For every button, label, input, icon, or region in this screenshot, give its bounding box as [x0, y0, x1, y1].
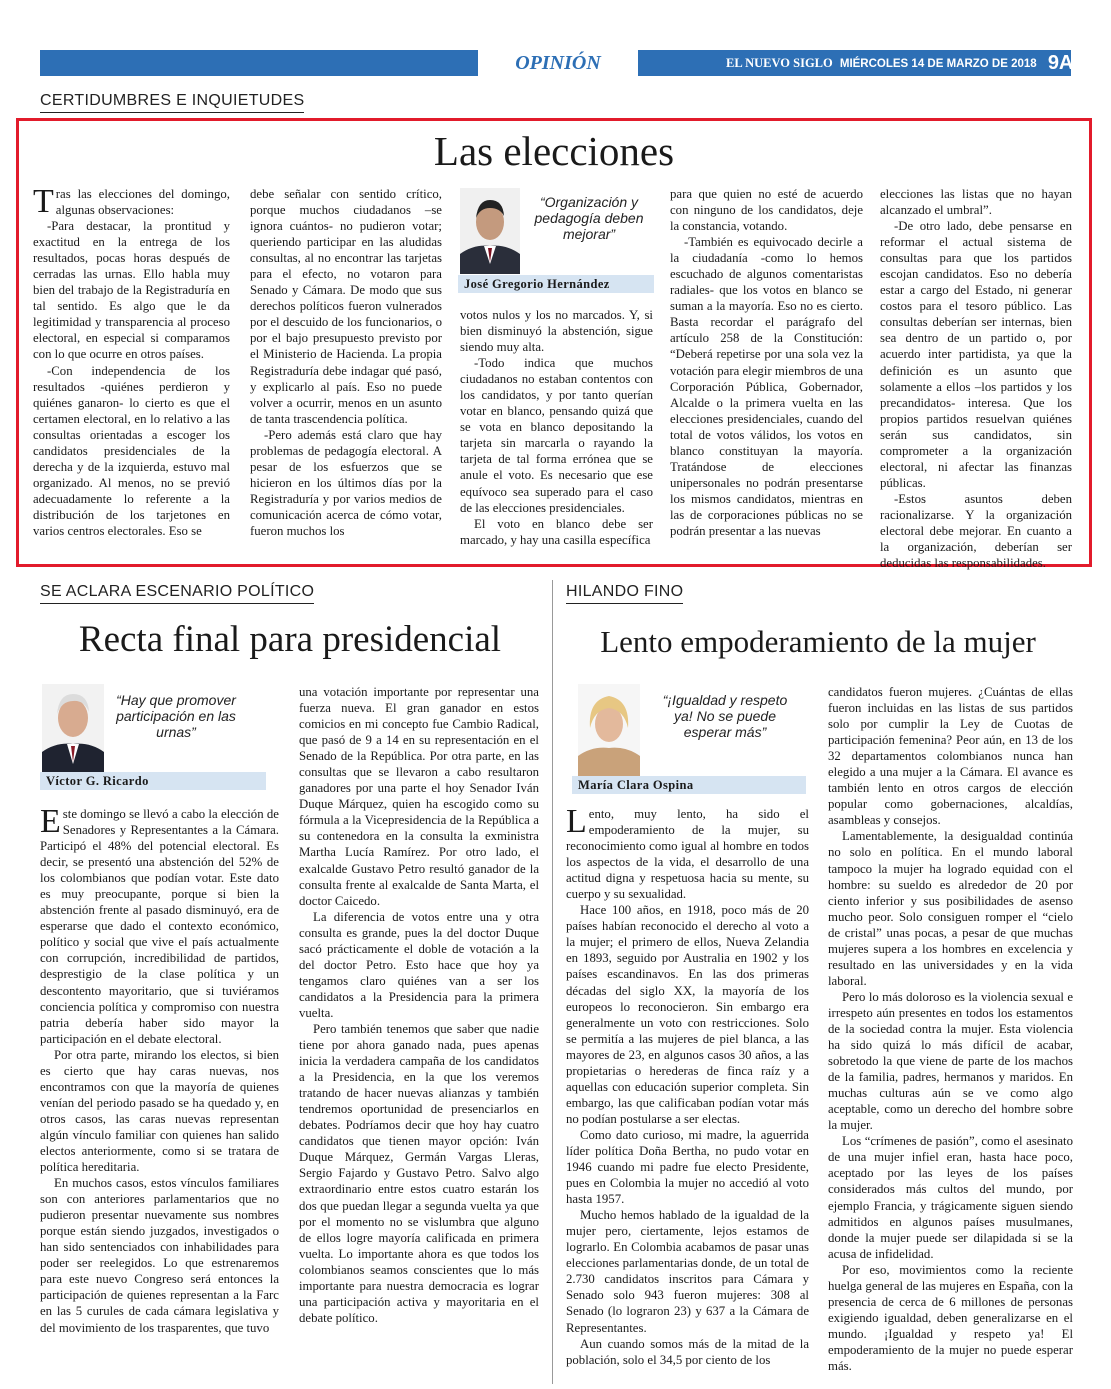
article2-col2-p1: La diferencia de votos entre una y otra consulta es grande, pues la del doctor Duque sacó prácticamente el doble de votación a la del doctor Petro. Esto hace que hoy ya tengamos claro quiénes van a ser los candidatos a la Presidencia para la primera vuelta. [299, 909, 539, 1020]
author-portrait-icon [42, 684, 104, 772]
article1-kicker: CERTIDUMBRES E INQUIETUDES [40, 92, 304, 113]
article1-col1-p2: -Con independencia de los resultados -quiénes perdieron y quiénes ganaron- lo cierto es que el certamen electoral, en lo relativo a las consultas orientadas a escoger los candidatos presidenciales de la derecha y de la izquierda, estuvo mal organizado. Al menos, no se previó adecuadamente lo referente a la distribución de los tarjetones en varios centros electorales. Eso se [33, 363, 230, 538]
article3-col2-p1: Lamentablemente, la desigualdad continúa no solo en política. En el mundo laboral tampoco la mujer ha logrado equidad con el hombre: su sueldo es alrededor de 20 por ciento inferior y sus posibilidades de asenso mucho peor. Solo consiguen romper el “cielo de cristal” unas pocas, a pesar de que muchas mujeres supera a los hombres en excelencia y resultado en las universidades y en la vida laboral. [828, 829, 1073, 988]
article1-col1 [33, 183, 230, 558]
author-photo [578, 684, 640, 776]
author-portrait-icon [460, 188, 520, 274]
article1-byline: José Gregorio Hernández [458, 275, 654, 293]
masthead [726, 52, 1073, 75]
article2-col1-p0: Este domingo se llevó a cabo la elección de Senadores y Representantes a la Cámara. Participó el 48% del potencial electoral. Es decir, se presentó una abstención del 52% de los colombianos que podían votar. Este dato es muy preocupante, porque si bien la abstención frente al pasado disminuyó, era de esperarse que dado el contexto económico, político y social que vive el país actualmente con corrupción, incredibilidad de partidos, desprestigio de la clase política y un descontento mayoritario, que si tuviéramos conciencia política y compromiso con nuestra patria debería haber sido mayor la participación en el debate electoral. [40, 803, 279, 1046]
article3-title: Lento empoderamiento de la mujer [600, 624, 1036, 659]
article1-col5-p2: -Estos asuntos deben racionalizarse. Y la organización electoral debe mejorar. En cuanto a la organización, deberían ser deducidas las responsabilidades. [880, 491, 1072, 571]
article1-col4-p0: para que quien no esté de acuerdo con ninguno de los candidatos, deje la constancia, votando. [670, 187, 863, 234]
article3-quote: “¡Igualdad y respeto ya! No se puede esperar más” [662, 692, 788, 740]
issue-date: MIÉRCOLES 14 DE MARZO DE 2018 [839, 58, 1037, 70]
article1-col5-p1: -De otro lado, debe pensarse en reformar el actual sistema de consultas para que los partidos escojan candidatos. Eso no debería estar a cargo del Estado, ni generar costos para el tesoro público. Las consultas deberían ser internas, bien sea dentro de un partido o, por acuerdo inter partidista, ya que la definición es un asunto que solamente a ellos –los partidos y los precandidatos- interesa. Que los propios partidos resuelvan quiénes serán sus candidatos, sin comprometer a la organización electoral, ni afectar las finanzas públicas. [880, 219, 1072, 490]
article2-col1-p2: En muchos casos, estos vínculos familiares son con anteriores parlamentarios que no pudieron presentar nuevamente sus nombres porque están siendo juzgados, investigados o han sido sentenciados con inhabilidades para poder ser reelegidos. Lo que estrenaremos para este nuevo Congreso será entonces la participación de quienes representan a la Farc en las 5 curules de cada cámara legislativa y del movimiento de los trasparentes, que tuvo [40, 1176, 279, 1335]
author-photo [42, 684, 104, 772]
drop-cap: E [40, 803, 61, 840]
article3-col2-p4: Por eso, movimientos como la reciente huelga general de las mujeres en España, con la presencia de cerca de 6 millones de personas exigiendo igualdad, deben generalizarse en el mundo. ¡Igualdad y respeto ya! El empoderamiento de la mujer no puede esperar más. [828, 1262, 1073, 1373]
article2-title: Recta final para presidencial [78, 619, 502, 660]
article2-col2-p2: Pero también tenemos que saber que nadie tiene por ahora ganado nada, pues apenas inicia la verdadera campaña de los candidatos a la Presidencia, en la que los veremos tratando de hacer nuevas alianzas y también tendremos oportunidad de presenciarlos en debates. Podríamos decir que hoy hay cuatro candidatos que tienen mayor opción: Iván Duque Márquez, Germán Vargas Lleras, Sergio Fajardo y Gustavo Petro. Salvo algo extraordinario entre estos cuatro estarán los dos que puedan llegar a segunda vuelta ya que por el momento no se vislumbra que alguno de ellos logre mayoría calificada en primera vuelta. Lo importante ahora es que todos los colombianos seamos conscientes que lo más importante para nuestra democracia es lograr una participación activa y mayoritaria en el debate político. [299, 1021, 539, 1325]
article3-col1-p2: Como dato curioso, mi madre, la aguerrida líder política Doña Bertha, no pudo votar en 1946 cuando mi padre fue electo Presidente, pues en Colombia la mujer no accedió al voto hasta 1957. [566, 1127, 809, 1207]
article1-col2-p1: -Pero además está claro que hay problemas de pedagogía electoral. A pesar de los esfuerzos que se hicieron en los últimos días por la Registraduría y por varios medios de comunicación acerca de cómo votar, fueron muchos los [250, 427, 442, 538]
article1-col3 [460, 307, 653, 558]
article1-col4 [670, 186, 863, 558]
article3-col2-p0: candidatos fueron mujeres. ¿Cuántas de ellas fueron incluidas en las listas de sus partidos solo por cumplir la Ley de Cuotas de participación femenina? Peor aún, en 13 de los 32 departamentos colombianos nunca han elegido a una mujer a la Cámara. El avance es también lento en otros cargos de elección popular como gobernaciones, alcaldías, asambleas y consejos. [828, 685, 1073, 828]
section-name: OPINIÓN [478, 50, 638, 76]
article3-col1-p4: Aun cuando somos más de la mitad de la población, solo el 34,5 por ciento de los [566, 1336, 809, 1367]
article1-col4-p1: -También es equivocado decirle a la ciudadanía -como lo hemos escuchado de algunos comentaristas radiales- que los votos en blanco se suman a la mayoría. Eso no es cierto. Basta recordar el parágrafo del artículo 258 de la Constitución: “Deberá repetirse por una sola vez la votación para elegir miembros de una Corporación Pública, Gobernador, Alcalde o la primera vuelta en las elecciones presidenciales, cuando del total de votos válidos, los votos en blanco constituyan la mayoría. Tratándose de elecciones unipersonales no podrán presentarse los mismos candidatos, mientras en las de corporaciones públicas no se podrán presentar a las nuevas [670, 235, 863, 538]
article1-col2 [250, 186, 442, 558]
article3-col2-p3: Los “crímenes de pasión”, como el asesinato de una mujer infiel eran, hasta hace poco, aceptado por las leyes de los países considerados más cultos del mundo, por ejemplo Francia, y trágicamente siguen siendo admitidos en algunos países musulmanes, donde la mujer puede ser dilapidada si se la acusa de infidelidad. [828, 1134, 1073, 1261]
column-divider [552, 580, 553, 1384]
article1-col1-p1: -Para destacar, la prontitud y exactitud en la entrega de los resultados, pocas horas después de cerradas las urnas. Ello habla muy bien del trabajo de la Registraduría en tal sentido. Es algo que le da legitimidad y transparencia al proceso electoral, en especial si comparamos con lo que ocurre en otros países. [33, 219, 230, 362]
article1-col5-p0: elecciones las listas que no hayan alcanzado el umbral”. [880, 187, 1072, 218]
article1-col3-p1: -Todo indica que muchos ciudadanos no estaban contentos con los candidatos, y por tanto querían votar en blanco, pensando quizá que se vota en blanco depositando la tarjeta sin marcarla o rayando la tarjeta de tal forma errónea que se anule el voto. Es necesario que ese equívoco sea superado para el caso de las elecciones presidenciales. [460, 356, 653, 515]
article3-col1-p0: Lento, muy lento, ha sido el empoderamiento de la mujer, su reconocimiento como igual al hombre en todos los aspectos de la vida, el desarrollo de una actitud digna y respetuosa hacia su mente, su cuerpo y su sexualidad. [566, 803, 809, 902]
article3-col1-p1: Hace 100 años, en 1918, poco más de 20 países habían reconocido el derecho al voto a la mujer; el primero de ellos, Nueva Zelandia en 1893, seguido por Australia en 1902 y los países escandinavos. En las dos primeras décadas del siglo XX, la mayoría de los europeos lo reconocieron. Sin embargo era generalmente un voto con restricciones. Solo se permitía a las mujeres de piel blanca, a las mayores de 23, en algunos casos 30 años, a las propietarias o herederas de finca raíz y a aquellas con educación superior completa. Sin embargo, las que calificaban podían votar más no podían postularse a ser electas. [566, 903, 809, 1126]
article2-col2 [299, 684, 539, 1384]
article1-col2-p0: debe señalar con sentido crítico, porque muchos ciudadanos –se ignora cuántos- no pudieron votar; queriendo participar en las aludidas consultas, al no encontrar las tarjetas para el efecto, no votaron para Senado y Cámara. De modo que sus derechos políticos fueron vulnerados por el descuido de los funcionarios, o por el bajo presupuesto previsto por el Ministerio de Hacienda. La propia Registraduría debe indagar qué pasó, y explicarlo al país. Eso no puede volver a ocurrir, menos en un asunto de tanta trascendencia política. [250, 187, 442, 426]
article3-col2-p2: Pero lo más doloroso es la violencia sexual e irrespeto aún presentes en todos los estamentos de la sociedad contra la mujer. Esta violencia ha sido quizá lo más difícil de acabar, sobretodo la que viene de parte de los machos de la familia, padres, hermanos y maridos. En muchas culturas aún se ve como algo aceptable, como un derecho del hombre sobre la mujer. [828, 989, 1073, 1133]
article2-col1-p1: Por otra parte, mirando los electos, si bien es cierto que hay caras nuevas, nos encontramos con que la mayoría de quienes venían del periodo pasado se ha quedado y, en otros casos, las caras nuevas representan algún vínculo familiar con quienes han salido electos anteriormente, como si se tratara de política hereditaria. [40, 1047, 279, 1175]
article1-title: Las elecciones [433, 128, 675, 174]
article2-kicker: SE ACLARA ESCENARIO POLÍTICO [40, 583, 314, 604]
page-number: 9A [1047, 52, 1074, 74]
article2-byline: Víctor G. Ricardo [40, 772, 266, 790]
article2-quote: “Hay que promover participación en las urnas” [116, 692, 236, 740]
article3-kicker: HILANDO FINO [566, 583, 683, 604]
author-portrait-icon [578, 684, 640, 776]
article1-col5 [880, 186, 1072, 571]
article1-col1-p0: Tras las elecciones del domingo, algunas observaciones: [33, 183, 230, 220]
article1-col3-p2: El voto en blanco debe ser marcado, y hay una casilla específica [460, 516, 653, 547]
drop-cap: T [33, 183, 54, 220]
article3-byline: María Clara Ospina [572, 776, 806, 794]
newspaper-name: EL NUEVO SIGLO [726, 56, 833, 70]
article3-col2 [828, 684, 1073, 1384]
article1-col3-p0: votos nulos y los no marcados. Y, si bien disminuyó la abstención, sigue siendo muy alta. [460, 308, 653, 355]
article1-quote: “Organización y pedagogía deben mejorar” [534, 194, 644, 242]
article3-col1-p3: Mucho hemos hablado de la igualdad de la mujer pero, ciertamente, lejos estamos de lograrlo. En Colombia acabamos de pasar unas elecciones parlamentarias donde, de un total de 2.730 candidatos inscritos para Cámara y Senado solo 943 fueron mujeres: 308 al Senado (lo lograron 23) y 637 a la Cámara de Representantes. [566, 1208, 809, 1335]
drop-cap: L [566, 803, 587, 840]
article2-col1 [40, 803, 279, 1384]
article3-col1 [566, 803, 809, 1384]
article2-col2-p0: una votación importante por representar una fuerza nueva. El gran ganador en estos comicios en mi concepto fue Cambio Radical, que pasó de 9 a 14 en su representación en el Senado de la República. Por otra parte, en las consultas que se llevaron a cabo resultaron ganadores por una parte el hoy Senador Iván Duque Márquez, quien ha escogido como su fórmula a la Vicepresidencia de la República a su contenedora en la consulta la exministra Martha Lucía Ramírez. Por otro lado, el exalcalde Gustavo Petro resultó ganador de la consulta frente al exalcalde de Santa Marta, el doctor Caicedo. [299, 685, 539, 908]
author-photo [460, 188, 520, 274]
